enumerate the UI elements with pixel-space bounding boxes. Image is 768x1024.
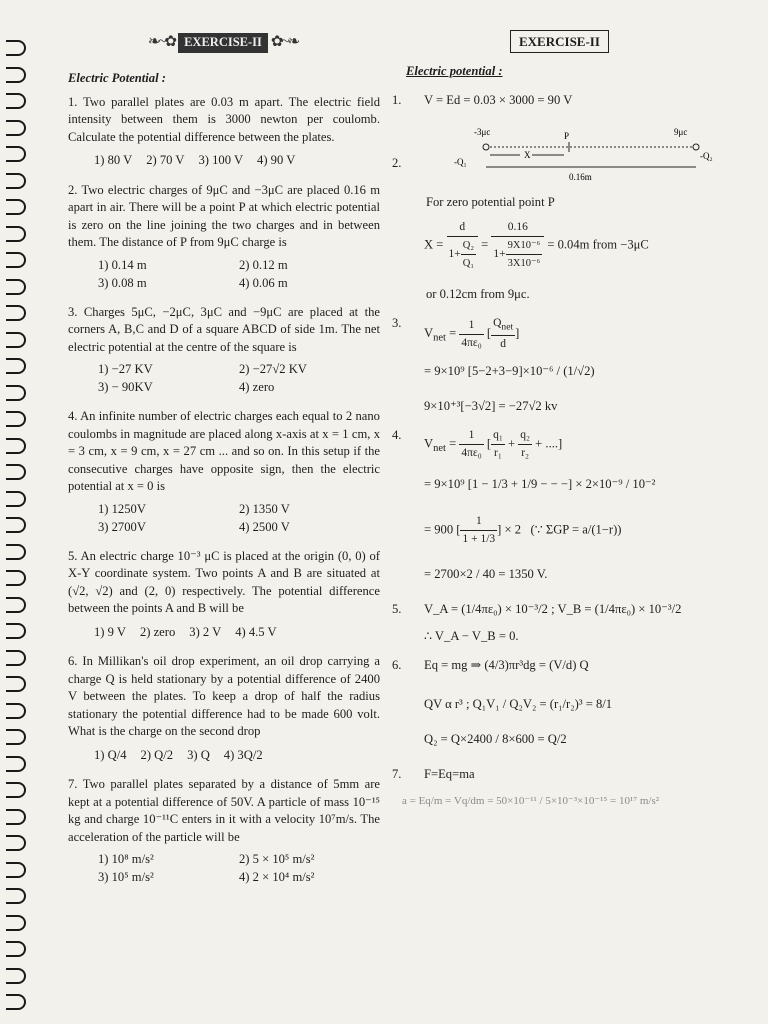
option-4: 4) 3Q/2 (223, 747, 263, 762)
solution-4: 4. $V_{net}$ = $\frac{1}{\text{4πε₀}}$ [ $\frac{\text{q₁}}{\text{r₁}}$ + $\frac{\text{q₂}}{\text{r₂}}$ + ....] (392, 428, 563, 460)
option-4: 4) zero (239, 380, 275, 394)
ornament-left: ❧~✿ (147, 34, 176, 51)
solution-2: 2. -3μc P 9μc X -Q₁ -Q₂ 0.16m (392, 125, 752, 188)
point-p-label: P (564, 131, 570, 141)
option-3: 3) 10⁵ m/s² (98, 870, 154, 884)
spiral-ring (6, 623, 26, 639)
question-number: 1. (68, 94, 78, 109)
option-2: 2) Q/2 (140, 747, 174, 762)
question-number: 4. (68, 409, 78, 423)
spiral-ring (6, 464, 26, 480)
distance-formula: X = d 1+ $\frac{\text{Q₂}}{\text{Q₁}}$ = 0.16 1+ $\frac{\text{9X10⁻⁶}}{\text{3X10⁻⁶}}$ = 0.04m from −3μC (424, 221, 649, 269)
options (94, 747, 380, 765)
solutions-column (392, 30, 752, 810)
solution-4-result: = 2700×2 / 40 = 1350 V. (424, 567, 548, 582)
section-heading: Electric Potential : (68, 71, 166, 85)
solution-6-result: Q₂ = Q×2400 / 8×600 = Q/2 (424, 732, 567, 747)
solution-6-ratio: QV α r³ ; Q₁V₁ / Q₂V₂ = (r₁/r₂)³ = 8/1 (424, 697, 613, 712)
options (98, 256, 380, 292)
spiral-ring (6, 199, 26, 215)
option-1: 1) Q/4 (94, 747, 127, 762)
spiral-ring (6, 305, 26, 321)
options (98, 850, 380, 886)
solution-5: 5. V_A = (1/4πε₀) × 10⁻³/2 ; V_B = (1/4πε₀) × 10⁻³/2 (392, 602, 682, 617)
questions-column (68, 30, 380, 898)
spiral-ring (6, 438, 26, 454)
spiral-ring (6, 809, 26, 825)
spiral-ring (6, 570, 26, 586)
option-3: 3) 2700V (98, 519, 146, 534)
question-number: 2. (68, 182, 78, 197)
spiral-ring (6, 888, 26, 904)
q1-label: -Q₁ (454, 157, 467, 167)
spiral-ring (6, 517, 26, 533)
question-text: Two electric charges of 9μC and −3μC are placed 0.16 m apart in air. There will be a point P at which electric potential is zero on the line joining the two charges and in between them. The distance of P from 9μC charge is (68, 182, 381, 249)
spiral-ring (6, 226, 26, 242)
spiral-ring (6, 332, 26, 348)
question-number: 6. (68, 654, 78, 668)
question-4 (68, 408, 380, 536)
question-text: Two parallel plates separated by a distance of 5mm are kept at a potential difference of 50V. A particle of mass 10⁻¹⁵ kg and charge 10⁻¹¹C enters in it with a velocity 10⁷m/s. The acceleration of the particle will be (68, 777, 381, 844)
option-1: 1) −27 KV (98, 362, 153, 376)
question-7 (68, 776, 380, 886)
question-6 (68, 653, 380, 764)
question-text: In Millikan's oil drop experiment, an oil drop carrying a charge Q is held stationary by a potential difference of 2400 V between the plates. To keep a drop of half the radius stationary the potential difference had to be made 600 volt. What is the charge on the second drop (68, 654, 380, 738)
option-1: 1) 0.14 m (98, 257, 147, 272)
option-3: 3) 0.08 m (98, 275, 147, 290)
exercise-banner (98, 30, 348, 56)
question-text: Two parallel plates are 0.03 m apart. The electric field intensity between them is 3000 newton per coulomb. Calculate the potential difference between the plates. (68, 94, 380, 144)
charge2-label: 9μc (674, 127, 688, 137)
option-4: 4) 2 × 10⁴ m/s² (239, 870, 315, 884)
solution-7: 7. F=Eq=ma (392, 767, 475, 782)
spiral-ring (6, 173, 26, 189)
spiral-ring (6, 252, 26, 268)
solution-4-gp: = 900 [ $\frac{1}{1 + 1/3}$ ] × 2 (∵ ΣGP = a/(1−r)) (424, 515, 622, 546)
option-4: 4) 0.06 m (239, 275, 288, 290)
spiral-ring (6, 941, 26, 957)
charge-diagram (424, 125, 724, 183)
options (94, 152, 380, 170)
option-1: 1) 10⁸ m/s² (98, 852, 154, 866)
spiral-ring (6, 146, 26, 162)
option-4: 4) 4.5 V (235, 624, 277, 639)
spiral-ring (6, 597, 26, 613)
option-2: 2) 70 V (146, 153, 185, 167)
option-3: 3) 2 V (189, 624, 222, 639)
spiral-ring (6, 782, 26, 798)
banner-title: EXERCISE-II (178, 33, 268, 53)
spiral-ring (6, 120, 26, 136)
option-2: 2) zero (139, 624, 176, 639)
solution-5-result: ∴ V_A − V_B = 0. (424, 629, 519, 644)
spiral-ring (6, 994, 26, 1010)
option-1: 1) 9 V (94, 624, 126, 639)
spiral-ring (6, 93, 26, 109)
spiral-ring (6, 729, 26, 745)
solutions-title: EXERCISE-II (510, 30, 609, 53)
spiral-ring (6, 862, 26, 878)
options (94, 624, 380, 642)
option-3: 3) Q (187, 747, 210, 762)
spiral-ring (6, 40, 26, 56)
spiral-ring (6, 650, 26, 666)
option-2: 2) 0.12 m (239, 257, 288, 272)
question-number: 7. (68, 777, 78, 791)
spiral-ring (6, 67, 26, 83)
solution-3: 3. $V_{net}$ = $\frac{1}{\text{4πε₀}}$ [ $\frac{Q_{net}}{d}$ ] (392, 316, 520, 351)
option-1: 1) 1250V (98, 501, 146, 516)
option-2: 2) 5 × 10⁵ m/s² (239, 852, 315, 866)
options (98, 500, 380, 536)
spiral-ring (6, 385, 26, 401)
spiral-ring (6, 703, 26, 719)
spiral-ring (6, 411, 26, 427)
spiral-binding (0, 0, 30, 1024)
question-5 (68, 548, 380, 642)
solutions-section: Electric potential : (406, 64, 503, 78)
question-list (68, 94, 380, 887)
solution-3-step: = 9×10⁹ [5−2+3−9]×10⁻⁶ / (1/√2) (424, 364, 595, 379)
question-3 (68, 304, 380, 397)
zero-potential-text: For zero potential point P (426, 195, 555, 209)
option-2: 2) −27√2 KV (239, 362, 307, 376)
question-1 (68, 94, 380, 170)
question-2 (68, 182, 380, 292)
option-4: 4) 2500 V (239, 519, 290, 534)
spiral-ring (6, 915, 26, 931)
spiral-ring (6, 676, 26, 692)
option-4: 4) 90 V (257, 153, 296, 167)
q2-label: -Q₂ (700, 151, 713, 161)
spiral-ring (6, 544, 26, 560)
question-number: 3. (68, 304, 78, 319)
solution-3-result: 9×10⁺³[−3√2] = −27√2 kv (424, 399, 558, 414)
question-text: Charges 5μC, −2μC, 3μC and −9μC are placed at the corners A, B,C and D of a square ABCD of side 1m. The net electric potential at the centre of the square is (68, 304, 380, 354)
distance-label: 0.16m (569, 172, 592, 182)
alt-distance: or 0.12cm from 9μc. (426, 287, 530, 301)
solution-4-step: = 9×10⁹ [1 − 1/3 + 1/9 − − −] × 2×10⁻⁹ / 10⁻² (424, 477, 656, 492)
ornament-right: ✿~❧ (270, 34, 299, 51)
question-number: 5. (68, 548, 78, 563)
solution-7-result: a = Eq/m = Vq/dm = 50×10⁻¹¹ / 5×10⁻³×10⁻¹⁵ = 10¹⁷ m/s² (402, 795, 660, 808)
solution-1: 1. V = Ed = 0.03 × 3000 = 90 V (392, 93, 573, 107)
spiral-ring (6, 968, 26, 984)
question-text: An infinite number of electric charges each equal to 2 nano coulombs in magnitude are placed along x-axis at x = 1 cm, x = 3 cm, x = 9 cm, x = 27 cm ... and so on. In this setup if the consecutive charges have opposite sign, then the electric potential at x = 0 is (68, 409, 380, 493)
spiral-ring (6, 835, 26, 851)
option-3: 3) − 90KV (98, 380, 153, 394)
spiral-ring (6, 491, 26, 507)
spiral-ring (6, 756, 26, 772)
option-1: 1) 80 V (94, 153, 133, 167)
question-text: An electric charge 10⁻³ μC is placed at the origin (0, 0) of X-Y coordinate system. Two points A and B are situated at (√2, √2) and (2, 0) respectively. The potential difference between the points A and B will be (68, 548, 380, 615)
charge1-label: -3μc (474, 127, 491, 137)
x-label: X (524, 150, 531, 160)
solution-6: 6. Eq = mg ⇒ (4/3)πr³dg = (V/d) Q (392, 658, 589, 673)
options (98, 360, 380, 396)
option-2: 2) 1350 V (239, 501, 290, 516)
option-3: 3) 100 V (198, 153, 244, 167)
spiral-ring (6, 279, 26, 295)
spiral-ring (6, 358, 26, 374)
